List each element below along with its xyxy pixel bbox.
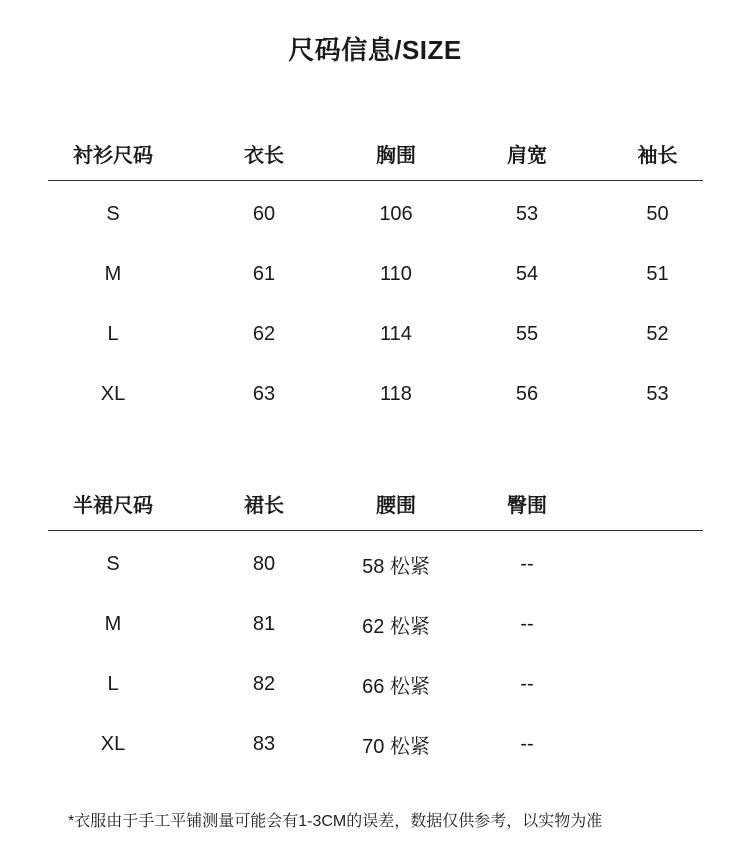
length-cell: 63 [252,382,276,405]
chest-cell: 106 [379,202,413,225]
size-cell: XL [100,382,126,405]
header-chest: 胸围 [376,144,416,167]
skirt-length-cell: 80 [252,552,276,575]
skirt-length-cell: 81 [252,612,276,635]
header-shoulder: 肩宽 [507,144,547,167]
shoulder-cell: 55 [515,322,539,345]
size-cell: S [106,552,120,575]
header-hip: 臀围 [507,494,547,517]
shoulder-cell: 56 [515,382,539,405]
size-cell: M [104,612,122,635]
table-row [48,184,703,244]
size-cell: L [107,672,119,695]
table-row [48,714,703,774]
chest-cell: 110 [380,262,412,285]
length-cell: 61 [252,262,276,285]
size-cell: S [106,202,120,225]
size-cell: L [107,322,119,345]
table-row [48,654,703,714]
table-row [48,594,703,654]
length-cell: 62 [252,322,276,345]
table-row [48,534,703,594]
shoulder-cell: 53 [515,202,539,225]
sleeve-cell: 51 [646,262,669,285]
skirt-length-cell: 83 [252,732,276,755]
hip-cell: -- [520,672,534,695]
hip-cell: -- [520,612,534,635]
header-skirt-size: 半裙尺码 [73,494,153,517]
size-cell: XL [100,732,126,755]
table-row [48,364,703,424]
waist-cell: 58 松紧 [362,555,430,578]
shoulder-cell: 54 [515,262,539,285]
header-waist: 腰围 [376,494,416,517]
header-length: 衣长 [244,144,284,167]
measurement-disclaimer: *衣服由于手工平铺测量可能会有1-3CM的误差，数据仅供参考，以实物为准 [68,813,603,830]
skirt-length-cell: 82 [252,672,276,695]
table-row [48,304,703,364]
sleeve-cell: 50 [646,202,669,225]
shirt-size-table [48,126,703,424]
length-cell: 60 [252,202,276,225]
sleeve-cell: 53 [646,382,669,405]
chest-cell: 114 [380,322,412,345]
header-sleeve: 袖长 [637,144,678,167]
hip-cell: -- [520,552,534,575]
skirt-size-table [48,476,703,774]
size-cell: M [104,262,122,285]
page-title: 尺码信息/SIZE [288,35,462,65]
waist-cell: 62 松紧 [362,615,430,638]
table-header-row [48,126,703,181]
chest-cell: 118 [380,382,412,405]
header-shirt-size: 衬衫尺码 [73,144,153,167]
sleeve-cell: 52 [646,322,669,345]
header-skirt-length: 裙长 [244,494,284,517]
table-row [48,244,703,304]
waist-cell: 66 松紧 [362,675,430,698]
waist-cell: 70 松紧 [362,735,430,758]
hip-cell: -- [520,732,534,755]
table-header-row [48,476,703,531]
